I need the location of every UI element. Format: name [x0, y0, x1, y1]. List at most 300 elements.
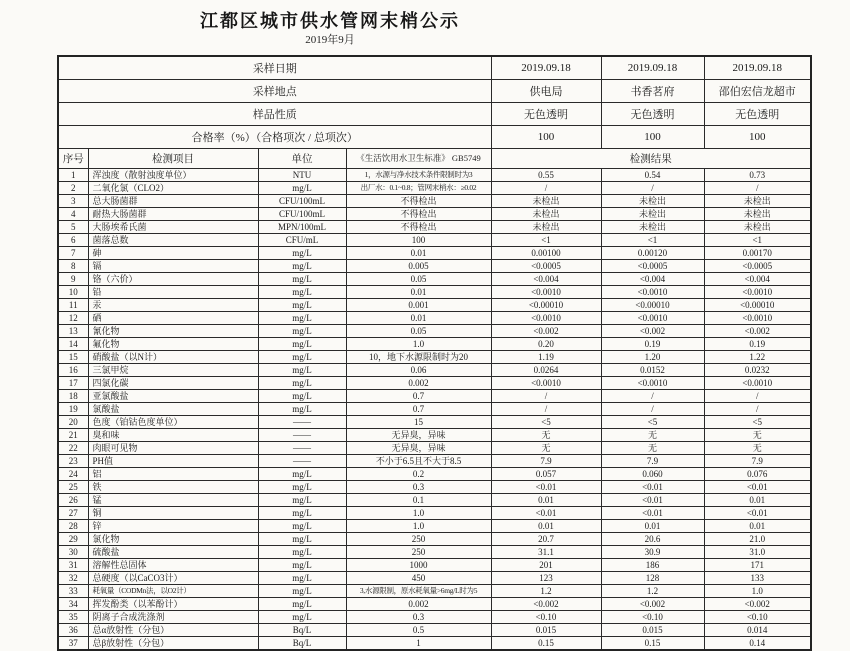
cell-result: 1.2: [491, 584, 601, 597]
cell-result: 133: [704, 571, 811, 584]
cell-item: 浑浊度（散射浊度单位）: [88, 168, 258, 181]
cell-result: /: [704, 389, 811, 402]
cell-result: <0.002: [491, 324, 601, 337]
cell-no: 32: [58, 571, 88, 584]
cell-result: 未检出: [491, 207, 601, 220]
cell-standard: 1.0: [346, 337, 491, 350]
cell-unit: mg/L: [258, 467, 346, 480]
cell-unit: mg/L: [258, 545, 346, 558]
cell-unit: mg/L: [258, 519, 346, 532]
table-row: [58, 272, 811, 285]
cell-result: <0.10: [704, 610, 811, 623]
table-row: [58, 181, 811, 194]
table-row: [58, 584, 811, 597]
col-header-standard: 《生活饮用水卫生标准》 GB5749: [346, 148, 491, 168]
cell-no: 14: [58, 337, 88, 350]
cell-standard: 15: [346, 415, 491, 428]
table-row: [58, 285, 811, 298]
cell-standard: 0.002: [346, 376, 491, 389]
table-row: [58, 298, 811, 311]
summary-label: 合格率（%）（合格项次 / 总项次）: [58, 125, 491, 148]
cell-result: 未检出: [491, 194, 601, 207]
cell-no: 17: [58, 376, 88, 389]
cell-no: 31: [58, 558, 88, 571]
cell-item: 铝: [88, 467, 258, 480]
cell-standard: 不小于6.5且不大于8.5: [346, 454, 491, 467]
cell-item: 亚氯酸盐: [88, 389, 258, 402]
cell-result: 0.060: [601, 467, 704, 480]
cell-result: <0.10: [601, 610, 704, 623]
cell-standard: 3,水源限制，原水耗氧量>6mg/L时为5: [346, 584, 491, 597]
cell-no: 33: [58, 584, 88, 597]
cell-standard: 出厂水：0.1~0.8；管网末梢水：≥0.02: [346, 181, 491, 194]
cell-no: 23: [58, 454, 88, 467]
cell-result: 0.0264: [491, 363, 601, 376]
cell-item: 溶解性总固体: [88, 558, 258, 571]
table-row: [58, 311, 811, 324]
cell-no: 13: [58, 324, 88, 337]
cell-result: 0.014: [704, 623, 811, 636]
cell-unit: mg/L: [258, 558, 346, 571]
table-row: [58, 415, 811, 428]
cell-no: 26: [58, 493, 88, 506]
summary-value: 无色透明: [704, 102, 811, 125]
cell-unit: mg/L: [258, 246, 346, 259]
table-row: [58, 467, 811, 480]
cell-no: 27: [58, 506, 88, 519]
cell-result: <0.0010: [704, 311, 811, 324]
cell-result: 0.0152: [601, 363, 704, 376]
cell-no: 5: [58, 220, 88, 233]
cell-unit: ——: [258, 428, 346, 441]
cell-unit: mg/L: [258, 480, 346, 493]
cell-standard: 0.005: [346, 259, 491, 272]
cell-result: /: [601, 402, 704, 415]
cell-no: 36: [58, 623, 88, 636]
cell-result: <1: [601, 233, 704, 246]
cell-unit: mg/L: [258, 506, 346, 519]
cell-result: 0.54: [601, 168, 704, 181]
cell-unit: CFU/100mL: [258, 207, 346, 220]
table-row: [58, 220, 811, 233]
cell-unit: MPN/100mL: [258, 220, 346, 233]
cell-item: 总α放射性（分包）: [88, 623, 258, 636]
cell-unit: mg/L: [258, 285, 346, 298]
cell-result: <1: [704, 233, 811, 246]
table-row: [58, 194, 811, 207]
cell-result: 128: [601, 571, 704, 584]
summary-section: [58, 56, 811, 148]
cell-unit: Bq/L: [258, 623, 346, 636]
cell-item: 镉: [88, 259, 258, 272]
cell-result: <5: [491, 415, 601, 428]
summary-value: 供电局: [491, 79, 601, 102]
cell-standard: 0.01: [346, 311, 491, 324]
cell-result: 1.22: [704, 350, 811, 363]
cell-result: 0.73: [704, 168, 811, 181]
summary-value: 无色透明: [601, 102, 704, 125]
table-row: [58, 363, 811, 376]
cell-item: 氯化物: [88, 532, 258, 545]
cell-result: 30.9: [601, 545, 704, 558]
cell-no: 10: [58, 285, 88, 298]
table-row: [58, 454, 811, 467]
cell-item: 硒: [88, 311, 258, 324]
summary-value: 2019.09.18: [491, 56, 601, 79]
cell-result: <0.01: [491, 480, 601, 493]
cell-standard: 0.05: [346, 324, 491, 337]
summary-label: 采样日期: [58, 56, 491, 79]
cell-result: <0.002: [491, 597, 601, 610]
cell-result: 31.0: [704, 545, 811, 558]
cell-no: 11: [58, 298, 88, 311]
cell-result: <0.0005: [491, 259, 601, 272]
cell-no: 2: [58, 181, 88, 194]
cell-result: <0.0005: [601, 259, 704, 272]
table-row: [58, 623, 811, 636]
cell-standard: 0.7: [346, 402, 491, 415]
table-row: [58, 571, 811, 584]
cell-result: 201: [491, 558, 601, 571]
col-header-unit: 单位: [258, 148, 346, 168]
water-quality-table: [57, 55, 812, 651]
cell-standard: 10，地下水源限制时为20: [346, 350, 491, 363]
cell-result: <0.01: [601, 480, 704, 493]
cell-no: 35: [58, 610, 88, 623]
cell-result: <0.0010: [491, 311, 601, 324]
summary-value: 100: [704, 125, 811, 148]
cell-unit: mg/L: [258, 259, 346, 272]
cell-result: 0.057: [491, 467, 601, 480]
cell-standard: 0.002: [346, 597, 491, 610]
cell-result: 0.01: [491, 519, 601, 532]
table-row: [58, 558, 811, 571]
cell-result: 0.01: [704, 519, 811, 532]
table-row: [58, 207, 811, 220]
col-header-item: 检测项目: [88, 148, 258, 168]
cell-unit: mg/L: [258, 584, 346, 597]
table-row: [58, 402, 811, 415]
cell-result: 0.00120: [601, 246, 704, 259]
cell-result: /: [601, 181, 704, 194]
cell-no: 3: [58, 194, 88, 207]
cell-result: <0.004: [491, 272, 601, 285]
cell-no: 18: [58, 389, 88, 402]
cell-unit: mg/L: [258, 402, 346, 415]
table-row: [58, 246, 811, 259]
cell-item: 氟化物: [88, 337, 258, 350]
cell-no: 29: [58, 532, 88, 545]
cell-result: /: [491, 181, 601, 194]
cell-standard: 1.0: [346, 519, 491, 532]
cell-result: 0.55: [491, 168, 601, 181]
cell-result: 1.0: [704, 584, 811, 597]
cell-result: 未检出: [601, 194, 704, 207]
cell-item: 铜: [88, 506, 258, 519]
cell-result: 171: [704, 558, 811, 571]
cell-result: <0.0010: [601, 311, 704, 324]
cell-result: <0.002: [704, 324, 811, 337]
cell-result: 1.2: [601, 584, 704, 597]
table-row: [58, 233, 811, 246]
summary-value: 100: [601, 125, 704, 148]
summary-value: 书香茗府: [601, 79, 704, 102]
cell-unit: mg/L: [258, 311, 346, 324]
cell-no: 21: [58, 428, 88, 441]
cell-standard: 无异臭，异味: [346, 441, 491, 454]
summary-value: 无色透明: [491, 102, 601, 125]
cell-result: 0.15: [491, 636, 601, 650]
cell-result: 未检出: [704, 220, 811, 233]
cell-item: 汞: [88, 298, 258, 311]
col-header-result: 检测结果: [491, 148, 811, 168]
cell-item: 肉眼可见物: [88, 441, 258, 454]
cell-result: 123: [491, 571, 601, 584]
cell-unit: mg/L: [258, 389, 346, 402]
cell-unit: mg/L: [258, 337, 346, 350]
table-row: [58, 376, 811, 389]
cell-result: 7.9: [491, 454, 601, 467]
cell-result: <0.0005: [704, 259, 811, 272]
cell-standard: 0.3: [346, 480, 491, 493]
results-section: [58, 168, 811, 650]
cell-result: <0.0010: [601, 285, 704, 298]
cell-result: 0.19: [601, 337, 704, 350]
cell-result: 未检出: [704, 194, 811, 207]
cell-standard: 0.001: [346, 298, 491, 311]
cell-result: 20.7: [491, 532, 601, 545]
cell-standard: 100: [346, 233, 491, 246]
cell-standard: 1000: [346, 558, 491, 571]
cell-result: <0.002: [601, 324, 704, 337]
cell-result: /: [704, 181, 811, 194]
cell-item: 锰: [88, 493, 258, 506]
table-row: [58, 480, 811, 493]
cell-unit: ——: [258, 415, 346, 428]
cell-item: 锌: [88, 519, 258, 532]
cell-standard: 1，水源与净水技术条件限制时为3: [346, 168, 491, 181]
summary-row: [58, 102, 811, 125]
cell-unit: Bq/L: [258, 636, 346, 650]
cell-standard: 250: [346, 545, 491, 558]
cell-result: 0.00170: [704, 246, 811, 259]
cell-unit: mg/L: [258, 376, 346, 389]
cell-unit: mg/L: [258, 350, 346, 363]
cell-item: 三氯甲烷: [88, 363, 258, 376]
table-row: [58, 519, 811, 532]
cell-standard: 1: [346, 636, 491, 650]
summary-value: 邵伯宏信龙超市: [704, 79, 811, 102]
cell-result: 0.14: [704, 636, 811, 650]
table-row: [58, 389, 811, 402]
cell-unit: mg/L: [258, 493, 346, 506]
cell-item: 铁: [88, 480, 258, 493]
cell-unit: CFU/100mL: [258, 194, 346, 207]
cell-result: 0.01: [704, 493, 811, 506]
cell-result: 未检出: [601, 220, 704, 233]
cell-no: 1: [58, 168, 88, 181]
cell-result: <0.0010: [704, 285, 811, 298]
cell-item: 硫酸盐: [88, 545, 258, 558]
cell-result: 0.0232: [704, 363, 811, 376]
cell-unit: mg/L: [258, 571, 346, 584]
cell-result: <0.0010: [491, 376, 601, 389]
cell-item: 总大肠菌群: [88, 194, 258, 207]
cell-standard: 250: [346, 532, 491, 545]
cell-unit: mg/L: [258, 298, 346, 311]
cell-result: <1: [491, 233, 601, 246]
cell-no: 34: [58, 597, 88, 610]
summary-label: 样品性质: [58, 102, 491, 125]
cell-result: 31.1: [491, 545, 601, 558]
cell-result: 0.00100: [491, 246, 601, 259]
table-row: [58, 610, 811, 623]
cell-no: 37: [58, 636, 88, 650]
table-row: [58, 532, 811, 545]
cell-result: <0.10: [491, 610, 601, 623]
cell-unit: ——: [258, 441, 346, 454]
cell-result: 无: [491, 428, 601, 441]
cell-result: <0.0010: [704, 376, 811, 389]
cell-result: 0.076: [704, 467, 811, 480]
cell-result: <0.01: [601, 493, 704, 506]
table-header-row: [58, 148, 811, 168]
cell-no: 24: [58, 467, 88, 480]
cell-standard: 0.01: [346, 285, 491, 298]
cell-no: 7: [58, 246, 88, 259]
cell-result: 无: [601, 428, 704, 441]
cell-result: 无: [491, 441, 601, 454]
cell-item: 耗氧量（CODMn法，以O2计）: [88, 584, 258, 597]
cell-item: 氯酸盐: [88, 402, 258, 415]
col-header-no: 序号: [58, 148, 88, 168]
table-row: [58, 168, 811, 181]
cell-result: 1.19: [491, 350, 601, 363]
cell-item: PH值: [88, 454, 258, 467]
cell-item: 挥发酚类（以苯酚计）: [88, 597, 258, 610]
table-row: [58, 636, 811, 650]
table-row: [58, 350, 811, 363]
cell-item: 大肠埃希氏菌: [88, 220, 258, 233]
cell-no: 4: [58, 207, 88, 220]
cell-result: 7.9: [601, 454, 704, 467]
cell-unit: mg/L: [258, 272, 346, 285]
cell-result: /: [491, 402, 601, 415]
cell-result: <0.0010: [491, 285, 601, 298]
cell-result: 0.19: [704, 337, 811, 350]
cell-unit: mg/L: [258, 610, 346, 623]
cell-result: <0.00010: [491, 298, 601, 311]
cell-item: 砷: [88, 246, 258, 259]
page-title: 江都区城市供水管网末梢公示: [200, 11, 460, 31]
cell-result: /: [704, 402, 811, 415]
summary-value: 2019.09.18: [704, 56, 811, 79]
cell-unit: mg/L: [258, 597, 346, 610]
cell-standard: 450: [346, 571, 491, 584]
cell-result: 1.20: [601, 350, 704, 363]
cell-no: 8: [58, 259, 88, 272]
cell-result: <0.00010: [601, 298, 704, 311]
cell-item: 菌落总数: [88, 233, 258, 246]
cell-standard: 不得检出: [346, 207, 491, 220]
cell-result: <5: [601, 415, 704, 428]
cell-standard: 0.01: [346, 246, 491, 259]
cell-item: 硝酸盐（以N计）: [88, 350, 258, 363]
cell-result: 21.0: [704, 532, 811, 545]
cell-standard: 0.05: [346, 272, 491, 285]
cell-result: 0.01: [491, 493, 601, 506]
cell-standard: 0.5: [346, 623, 491, 636]
cell-item: 氰化物: [88, 324, 258, 337]
cell-result: <0.01: [704, 506, 811, 519]
cell-item: 色度（铂钴色度单位）: [88, 415, 258, 428]
cell-result: <0.002: [601, 597, 704, 610]
summary-label: 采样地点: [58, 79, 491, 102]
cell-standard: 0.7: [346, 389, 491, 402]
cell-result: 0.01: [601, 519, 704, 532]
table-row: [58, 545, 811, 558]
summary-value: 2019.09.18: [601, 56, 704, 79]
cell-result: <0.00010: [704, 298, 811, 311]
table-row: [58, 324, 811, 337]
cell-result: 未检出: [491, 220, 601, 233]
cell-no: 15: [58, 350, 88, 363]
cell-result: 0.015: [491, 623, 601, 636]
cell-no: 25: [58, 480, 88, 493]
cell-result: 20.6: [601, 532, 704, 545]
table-row: [58, 506, 811, 519]
cell-result: 未检出: [601, 207, 704, 220]
summary-row: [58, 56, 811, 79]
cell-item: 阴离子合成洗涤剂: [88, 610, 258, 623]
table-row: [58, 337, 811, 350]
cell-unit: mg/L: [258, 363, 346, 376]
cell-item: 耐热大肠菌群: [88, 207, 258, 220]
cell-result: <0.004: [601, 272, 704, 285]
cell-standard: 0.3: [346, 610, 491, 623]
cell-result: <0.004: [704, 272, 811, 285]
cell-no: 16: [58, 363, 88, 376]
cell-no: 28: [58, 519, 88, 532]
cell-standard: 0.06: [346, 363, 491, 376]
cell-result: /: [491, 389, 601, 402]
cell-item: 铅: [88, 285, 258, 298]
cell-result: <0.01: [601, 506, 704, 519]
cell-result: 无: [704, 428, 811, 441]
cell-no: 9: [58, 272, 88, 285]
cell-item: 总β放射性（分包）: [88, 636, 258, 650]
cell-result: 0.20: [491, 337, 601, 350]
table-row: [58, 493, 811, 506]
table-row: [58, 428, 811, 441]
cell-result: 0.15: [601, 636, 704, 650]
page-subtitle: 2019年9月: [305, 34, 355, 46]
summary-value: 100: [491, 125, 601, 148]
cell-result: <0.002: [704, 597, 811, 610]
cell-unit: ——: [258, 454, 346, 467]
cell-result: <0.01: [491, 506, 601, 519]
cell-result: 0.015: [601, 623, 704, 636]
cell-result: 未检出: [704, 207, 811, 220]
cell-standard: 不得检出: [346, 194, 491, 207]
cell-result: <0.0010: [601, 376, 704, 389]
cell-unit: CFU/mL: [258, 233, 346, 246]
cell-result: 7.9: [704, 454, 811, 467]
cell-result: 186: [601, 558, 704, 571]
cell-unit: mg/L: [258, 532, 346, 545]
cell-result: <0.01: [704, 480, 811, 493]
cell-no: 30: [58, 545, 88, 558]
